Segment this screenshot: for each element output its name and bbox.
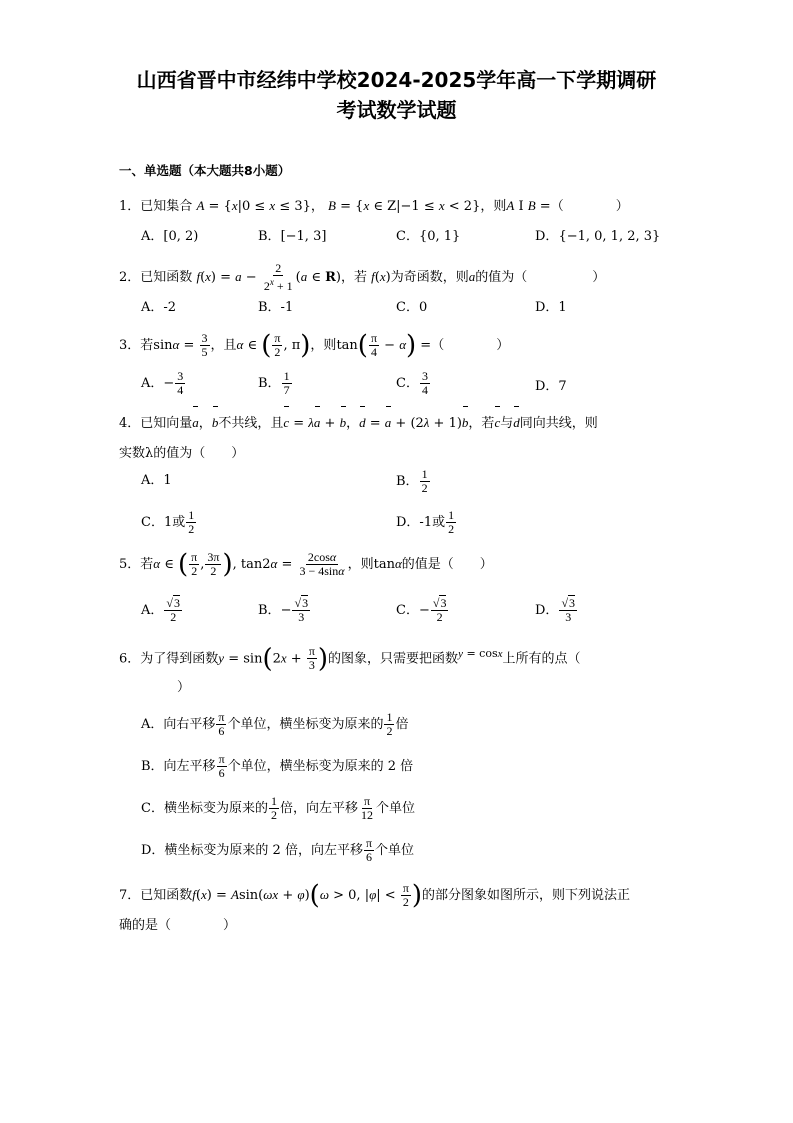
option-d[interactable]: D． $\frac{√3}{3}$ [535, 596, 576, 624]
option-b[interactable]: B．− $\frac{√3}{3}$ [258, 596, 309, 624]
question-number: 7． [119, 888, 141, 903]
question-number: 6． [119, 651, 141, 667]
question-1: 1．已知集合 A = {x|0 ≤ x ≤ 3}， B = {x ∈ Z|−1 ≤ x < 2}，则A I B =（ ） [119, 198, 629, 214]
question-number: 3． [119, 338, 141, 353]
title-line-2: 考试数学试题 [336, 98, 457, 122]
question-7-line2: 确的是（ ） [119, 918, 237, 933]
option-c[interactable]: C．{0, 1} [396, 229, 461, 244]
question-6: 6．为了得到函数y = sin(2x + $\frac{\pi}{3}$ )的图象，只需要把函数$^y$ $^{= cosx}$上所有的点（ [119, 643, 581, 674]
option-c[interactable]: C．− $\frac{√3}{2}$ [396, 596, 447, 624]
option-d[interactable]: D．横坐标变为原来的 2 倍，向左平移 $\frac{\pi}{6}$ 个单位 [141, 836, 415, 864]
option-d[interactable]: D．1 [535, 300, 567, 315]
option-b[interactable]: B． $\frac{1}{7}$ [258, 369, 290, 397]
option-a[interactable]: A．1 [141, 473, 172, 488]
question-number: 2． [119, 270, 141, 285]
option-a[interactable]: A．[0, 2) [141, 229, 199, 244]
question-4: 4．已知向量a，b不共线，且c = λa + b，d = a + (2λ + 1)b，若c与d同向共线，则 实数λ的值为（ ） [119, 408, 667, 469]
option-a[interactable]: A． $\frac{√3}{2}$ [141, 596, 180, 624]
section-heading: 一、单选题（本大题共8小题） [119, 163, 291, 178]
option-c[interactable]: C．横坐标变为原来的 $\frac{1}{2}$ 倍，向左平移 $\frac{\pi}{12}$ 个单位 [141, 794, 415, 822]
question-2: 2．已知函数 f(x) = a − $\frac{2}{2^x + 1}$ (a ∈ R)，若 f(x)为奇函数，则a的值为（ ） [119, 261, 606, 293]
question-7: 7．已知函数f(x) = Asin(ωx + φ)(ω > 0, |φ| < $\frac{\pi}{2}$ )的部分图象如图所示，则下列说法正 [119, 880, 631, 911]
option-d[interactable]: D．7 [535, 379, 567, 394]
option-a[interactable]: A．− $\frac{3}{4}$ [141, 369, 184, 397]
option-c[interactable]: C． $\frac{3}{4}$ [396, 369, 428, 397]
option-b[interactable]: B．向左平移 $\frac{\pi}{6}$ 个单位，横坐标变为原来的 2 倍 [141, 752, 414, 780]
title-line-1: 山西省晋中市经纬中学校2024-2025学年高一下学期调研 [136, 68, 657, 92]
question-number: 4． [119, 416, 141, 431]
question-stem: 已知集合 [140, 199, 193, 214]
option-b[interactable]: B． $\frac{1}{2}$ [396, 467, 428, 495]
option-a[interactable]: A．-2 [141, 300, 177, 315]
option-b[interactable]: B．-1 [258, 300, 294, 315]
option-c[interactable]: C．0 [396, 300, 428, 315]
question-5: 5．若α ∈ ( $\frac{\pi}{2}$ , $\frac{3\pi}{2}$ ), tan2α = $\frac{2\cos\alpha}{3 - 4\sin\alpha}$ ，则tanα的值是（ ） [119, 549, 493, 580]
question-3: 3．若sinα = $\frac{3}{5}$ ，且α ∈ ( $\frac{\pi}{2}$ , π)，则tan( $\frac{\pi}{4}$ − α) =（ ） [119, 330, 510, 361]
option-c[interactable]: C．1或 $\frac{1}{2}$ [141, 508, 195, 536]
question-number: 5． [119, 557, 141, 572]
option-b[interactable]: B．[−1, 3] [258, 229, 327, 244]
option-d[interactable]: D．-1或 $\frac{1}{2}$ [396, 508, 455, 536]
question-6-line2: ） [177, 680, 191, 695]
question-number: 1． [119, 199, 141, 214]
option-d[interactable]: D．{−1, 0, 1, 2, 3} [535, 229, 661, 244]
option-a[interactable]: A．向右平移 $\frac{\pi}{6}$ 个单位，横坐标变为原来的 $\frac{1}{2}$ 倍 [141, 710, 409, 738]
